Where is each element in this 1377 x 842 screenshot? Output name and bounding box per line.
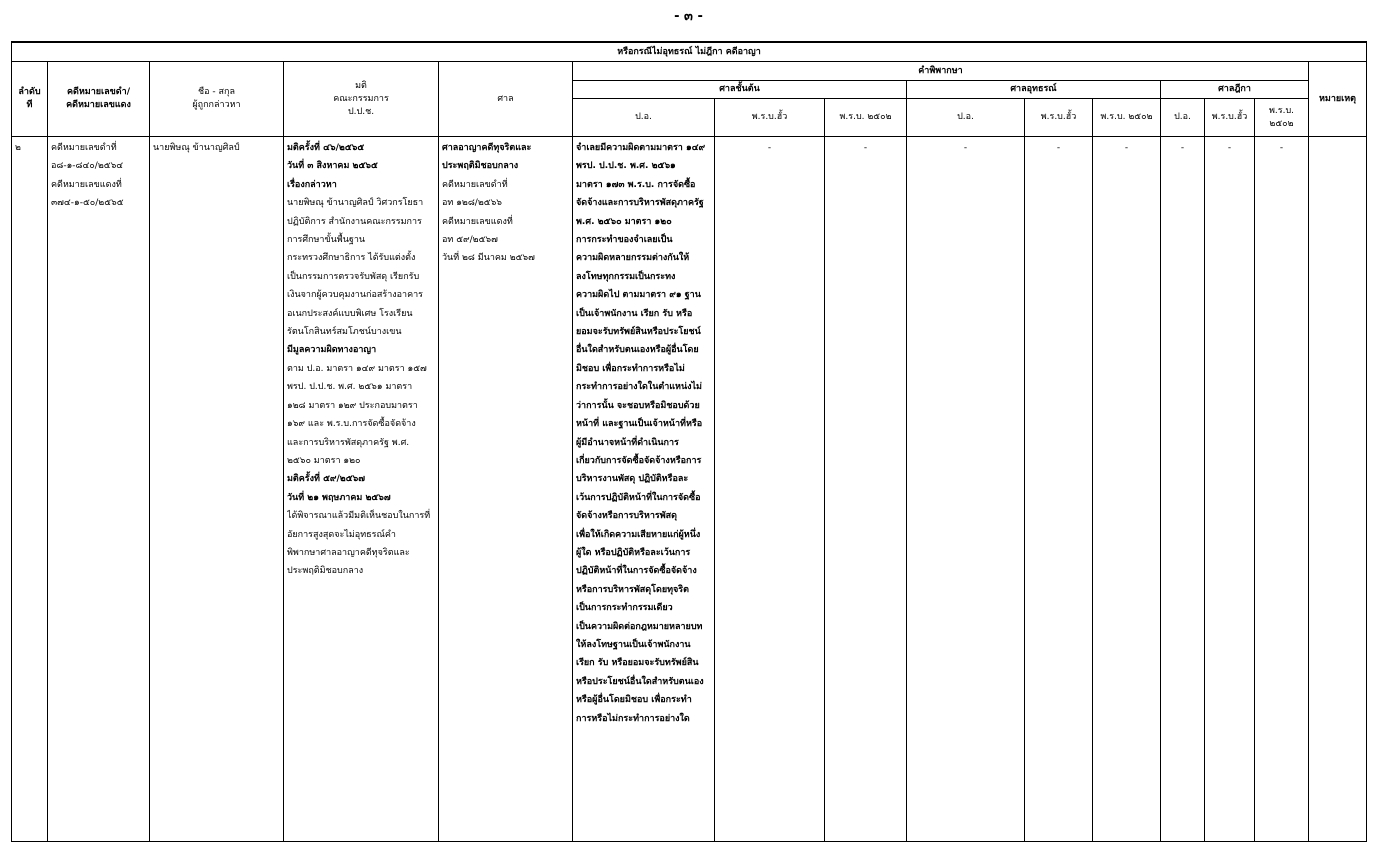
subheader-supreme-collusion: พ.ร.บ.ฮั้ว bbox=[1205, 99, 1255, 137]
resolution-line: ได้พิจารณาแล้วมีมติเห็นชอบในการที่ bbox=[287, 511, 431, 522]
resolution-line: อัยการสูงสุดจะไม่อุทธรณ์คำ bbox=[287, 529, 396, 540]
resolution-line: นายพิษณุ ข้านาญศิลป์ วิศวกรโยธา bbox=[287, 198, 424, 209]
cell-appeal-2502: - bbox=[1093, 137, 1161, 842]
first-court-line: หน้าที่ และฐานเป็นเจ้าหน้าที่หรือ bbox=[576, 419, 703, 430]
first-court-line: หรือประโยชน์อื่นใดสำหรับตนเอง bbox=[576, 676, 704, 687]
first-court-line: เรียก รับ หรือยอมจะรับทรัพย์สิน bbox=[576, 658, 699, 669]
resolution-line: วันที่ ๒๑ พฤษภาคม ๒๕๖๗ bbox=[287, 492, 391, 503]
resolution-line: วันที่ ๓ สิงหาคม ๒๕๖๕ bbox=[287, 161, 378, 172]
case-table bbox=[11, 41, 1367, 842]
first-court-line: มาตรา ๑๗๓ พ.ร.บ. การจัดซื้อ bbox=[576, 179, 696, 190]
resolution-line: ๑๒๘ มาตรา ๑๒๙ ประกอบมาตรา bbox=[287, 400, 418, 411]
resolution-line: ประพฤติมิชอบกลาง bbox=[287, 566, 364, 577]
cell-supreme-2502: - bbox=[1255, 137, 1309, 842]
first-court-line: เกี่ยวกับการจัดซื้อจัดจ้างหรือการ bbox=[576, 455, 702, 466]
resolution-line: พิพากษาศาลอาญาคดีทุจริตและ bbox=[287, 547, 410, 558]
header-resolution: มติ คณะกรรมการ ป.ป.ช. bbox=[284, 62, 439, 137]
resolution-line: เงินจากผู้ควบคุมงานก่อสร้างอาคาร bbox=[287, 290, 424, 301]
cell-appeal-collusion: - bbox=[1025, 137, 1093, 842]
header-judgment: คำพิพากษา bbox=[573, 62, 1309, 81]
cell-first-court-collusion: - bbox=[715, 137, 825, 842]
resolution-line: มติครั้งที่ ๔๖/๒๕๖๕ bbox=[287, 143, 365, 153]
resolution-line: มีมูลความผิดทางอาญา bbox=[287, 345, 377, 356]
resolution-line: อเนกประสงค์แบบพิเศษ โรงเรียน bbox=[287, 308, 413, 319]
first-court-line: เพื่อให้เกิดความเสียหายแก่ผู้หนึ่ง bbox=[576, 529, 701, 540]
cell-supreme-collusion: - bbox=[1205, 137, 1255, 842]
resolution-line: มติครั้งที่ ๕๙/๒๕๖๗ bbox=[287, 474, 366, 485]
first-court-line: ให้ลงโทษฐานเป็นเจ้าพนักงาน bbox=[576, 639, 691, 650]
header-court-first: ศาลชั้นต้น bbox=[573, 81, 907, 99]
resolution-line: เป็นกรรมการตรวจรับพัสดุ เรียกรับ bbox=[287, 271, 420, 282]
first-court-line: เว้นการปฏิบัติหน้าที่ในการจัดซื้อ bbox=[576, 492, 701, 503]
table-title: หรือกรณีไม่อุทธรณ์ ไม่ฎีกา คดีอาญา bbox=[12, 42, 1367, 62]
first-court-line: จัดจ้างและการบริหารพัสดุภาครัฐ bbox=[576, 198, 704, 209]
first-court-line: จัดจ้างหรือการบริหารพัสดุ bbox=[576, 511, 677, 522]
first-court-line: พรป. ป.ป.ช. พ.ศ. ๒๕๖๑ bbox=[576, 161, 676, 172]
first-court-line: ปฏิบัติหน้าที่ในการจัดซื้อจัดจ้าง bbox=[576, 566, 697, 577]
header-remark: หมายเหตุ bbox=[1309, 62, 1367, 137]
cell-remark bbox=[1309, 137, 1367, 842]
header-defendant: ชื่อ - สกุล ผู้ถูกกล่าวหา bbox=[150, 62, 284, 137]
resolution-line: การศึกษาขั้นพื้นฐาน bbox=[287, 235, 366, 246]
first-court-line: ความผิดไป ตามมาตรา ๙๑ ฐาน bbox=[576, 290, 701, 301]
first-court-line: กระทำการอย่างใดในตำแหน่งไม่ bbox=[576, 382, 702, 393]
first-court-line: เป็นความผิดต่อกฎหมายหลายบท bbox=[576, 621, 703, 632]
cell-first-court-2502: - bbox=[825, 137, 907, 842]
header-court-supreme: ศาลฎีกา bbox=[1161, 81, 1309, 99]
resolution-line: ปฏิบัติการ สำนักงานคณะกรรมการ bbox=[287, 216, 422, 227]
resolution-line: เรื่องกล่าวหา bbox=[287, 179, 337, 190]
first-court-line: อื่นใดสำหรับตนเองหรือผู้อื่นโดย bbox=[576, 345, 699, 356]
resolution-line: กระทรวงศึกษาธิการ ได้รับแต่งตั้ง bbox=[287, 253, 416, 264]
first-court-line: บริหารงานพัสดุ ปฏิบัติหรือละ bbox=[576, 474, 689, 485]
court-line: คดีหมายเลขดำที่ bbox=[442, 179, 508, 190]
subheader-supreme-criminal: ป.อ. bbox=[1161, 99, 1205, 137]
subheader-first-criminal: ป.อ. bbox=[573, 99, 715, 137]
subheader-first-2502: พ.ร.บ. ๒๕๐๒ bbox=[825, 99, 907, 137]
header-court: ศาล bbox=[439, 62, 573, 137]
cell-resolution bbox=[284, 137, 439, 842]
court-line: อท ๕๙/๒๕๖๗ bbox=[442, 235, 498, 246]
cell-appeal-criminal: - bbox=[907, 137, 1025, 842]
header-court-appeal: ศาลอุทธรณ์ bbox=[907, 81, 1161, 99]
resolution-line: พรป. ป.ป.ช. พ.ศ. ๒๕๖๑ มาตรา bbox=[287, 382, 413, 393]
first-court-line: ยอมจะรับทรัพย์สินหรือประโยชน์ bbox=[576, 327, 701, 338]
first-court-line: หรือผู้อื่นโดยมิชอบ เพื่อกระทำ bbox=[576, 695, 692, 706]
resolution-line: ๒๕๖๐ มาตรา ๑๒๐ bbox=[287, 455, 361, 466]
subheader-appeal-collusion: พ.ร.บ.ฮั้ว bbox=[1025, 99, 1093, 137]
resolution-line: และการบริหารพัสดุภาครัฐ พ.ศ. bbox=[287, 437, 410, 448]
first-court-line: หรือการบริหารพัสดุโดยทุจริต bbox=[576, 584, 689, 595]
court-line: ประพฤติมิชอบกลาง bbox=[442, 161, 519, 172]
resolution-line: ๑๖๙ และ พ.ร.บ.การจัดซื้อจัดจ้าง bbox=[287, 419, 416, 430]
subheader-supreme-2502: พ.ร.บ. ๒๕๐๒ bbox=[1255, 99, 1309, 137]
first-court-line: การกระทำของจำเลยเป็น bbox=[576, 235, 673, 246]
first-court-line: ว่าการนั้น จะชอบหรือมิชอบด้วย bbox=[576, 400, 700, 411]
court-line: วันที่ ๒๘ มีนาคม ๒๕๖๗ bbox=[442, 253, 535, 264]
first-court-line: ลงโทษทุกกรรมเป็นกระทง bbox=[576, 271, 676, 282]
cell-court bbox=[439, 137, 573, 842]
first-court-line: ผู้มีอำนาจหน้าที่ดำเนินการ bbox=[576, 437, 679, 448]
court-line: คดีหมายเลขแดงที่ bbox=[442, 216, 513, 227]
cell-defendant: นายพิษณุ ข้านาญศิลป์ bbox=[150, 137, 284, 842]
first-court-line: เป็นเจ้าพนักงาน เรียก รับ หรือ bbox=[576, 308, 693, 319]
table-row bbox=[12, 137, 1367, 842]
first-court-line: จำเลยมีความผิดตามมาตรา ๑๔๙ bbox=[576, 143, 706, 153]
cell-order: ๒ bbox=[12, 137, 48, 842]
first-court-line: ผู้ใด หรือปฏิบัติหรือละเว้นการ bbox=[576, 547, 691, 558]
cell-supreme-criminal: - bbox=[1161, 137, 1205, 842]
first-court-line: เป็นการกระทำกรรมเดียว bbox=[576, 603, 673, 614]
first-court-line: การหรือไม่กระทำการอย่างใด bbox=[576, 713, 690, 724]
page-number: - ๓ - bbox=[674, 9, 703, 24]
court-line: อท ๑๒๘/๒๕๖๖ bbox=[442, 198, 502, 209]
header-case-number: คดีหมายเลขดำ/ คดีหมายเลขแดง bbox=[48, 62, 150, 137]
subheader-appeal-criminal: ป.อ. bbox=[907, 99, 1025, 137]
cell-case-number: คดีหมายเลขดำที่ อ๘-๑-๘๔๐/๒๕๖๔ คดีหมายเลขแดงที่ ๓๗๔-๑-๕๐/๒๕๖๕ bbox=[48, 137, 150, 842]
cell-first-court-criminal bbox=[573, 137, 715, 842]
subheader-appeal-2502: พ.ร.บ. ๒๕๐๒ bbox=[1093, 99, 1161, 137]
court-line: ศาลอาญาคดีทุจริตและ bbox=[442, 143, 532, 153]
first-court-line: มิชอบ เพื่อกระทำการหรือไม่ bbox=[576, 363, 685, 374]
subheader-first-collusion: พ.ร.บ.ฮั้ว bbox=[715, 99, 825, 137]
resolution-line: ตาม ป.อ. มาตรา ๑๔๙ มาตรา ๑๕๗ bbox=[287, 363, 427, 374]
first-court-line: ความผิดหลายกรรมต่างกันให้ bbox=[576, 253, 690, 264]
header-order: ลำดับ ที่ bbox=[12, 62, 48, 137]
first-court-line: พ.ศ. ๒๕๖๐ มาตรา ๑๒๐ bbox=[576, 216, 672, 227]
resolution-line: รัตนโกสินทร์สมโภชน์บางเขน bbox=[287, 327, 402, 338]
